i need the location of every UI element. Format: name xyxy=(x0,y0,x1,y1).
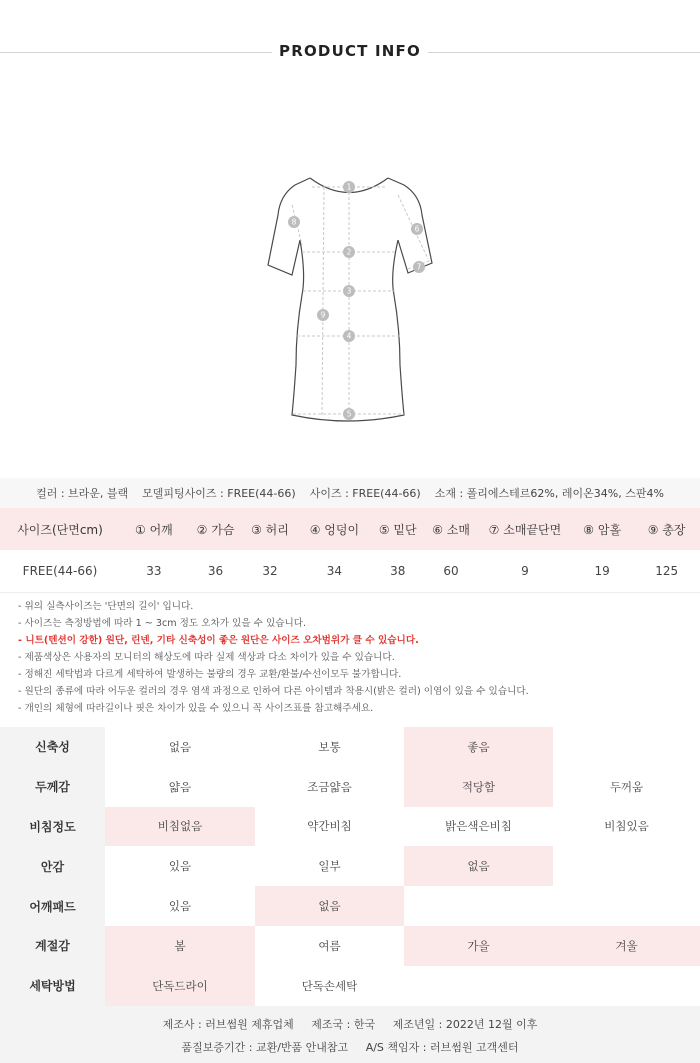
svg-text:7: 7 xyxy=(416,262,422,272)
size-cell: 34 xyxy=(297,550,373,593)
attribute-option: 봄 xyxy=(105,926,255,966)
attribute-label: 세탁방법 xyxy=(0,966,105,1006)
size-cell: 38 xyxy=(372,550,423,593)
fabric-attribute-table xyxy=(0,727,700,1006)
size-header-cell: ⑦ 소매끝단면 xyxy=(479,508,571,550)
note-line-warning: - 니트(텐션이 강한) 원단, 린넨, 기타 신축성이 좋은 원단은 사이즈 오차범위가 클 수 있습니다. xyxy=(18,635,419,646)
attribute-option: 조금얇음 xyxy=(307,779,352,794)
attribute-option xyxy=(404,966,553,1006)
footer-row-manufacturer xyxy=(0,1016,700,1032)
svg-text:1: 1 xyxy=(346,182,352,192)
dress-measurement-diagram xyxy=(0,165,700,435)
svg-text:9: 9 xyxy=(320,310,326,320)
attribute-option: 좋음 xyxy=(404,727,553,767)
footer-country: 제조국 : 한국 xyxy=(311,1018,376,1031)
attribute-option: 두꺼움 xyxy=(609,779,644,794)
attribute-option: 없음 xyxy=(255,886,404,926)
note-line: - 개인의 체형에 따라길이나 핏은 차이가 있을 수 있으니 꼭 사이즈표를 참고해주세요. xyxy=(18,703,374,714)
attribute-label: 어깨패드 xyxy=(0,886,105,926)
attribute-option: 있음 xyxy=(168,859,192,874)
size-header-cell: ① 어깨 xyxy=(120,508,188,550)
attribute-option: 겨울 xyxy=(553,926,700,966)
attribute-label: 신축성 xyxy=(0,727,105,767)
attribute-option: 비침있음 xyxy=(604,819,649,834)
header-divider-right xyxy=(428,52,700,53)
size-header-cell: ② 가슴 xyxy=(188,508,244,550)
note-line: - 위의 실측사이즈는 '단면의 길이' 입니다. xyxy=(18,601,194,612)
marker-9 xyxy=(317,309,329,321)
size-cell: 36 xyxy=(188,550,244,593)
size-cell: 125 xyxy=(633,550,700,593)
attribute-option: 적당함 xyxy=(404,767,553,807)
size-header-cell: ⑥ 소매 xyxy=(423,508,479,550)
note-line: - 제품색상은 사용자의 모니터의 해상도에 따라 실제 색상과 다소 차이가 있을 수 있습니다. xyxy=(18,652,395,663)
product-info-title: PRODUCT INFO xyxy=(279,42,421,60)
attribute-row xyxy=(0,846,700,886)
size-cell: FREE(44-66) xyxy=(0,550,120,593)
size-header-cell: ⑤ 밑단 xyxy=(372,508,423,550)
marker-4 xyxy=(343,330,355,342)
info-color: 컬러 : 브라운, 블랙 xyxy=(36,487,129,500)
marker-8 xyxy=(288,216,300,228)
marker-2 xyxy=(343,246,355,258)
marker-1 xyxy=(343,181,355,193)
attribute-option: 없음 xyxy=(168,739,192,754)
marker-3 xyxy=(343,285,355,297)
table-row xyxy=(0,550,700,593)
attribute-label: 안감 xyxy=(0,846,105,886)
note-line: - 원단의 종류에 따라 어두운 컬러의 경우 염색 과정으로 인하여 다른 아이템과 착용시(밝은 컬러) 이염이 있을 수 있습니다. xyxy=(18,686,529,697)
footer-manufacturer: 제조사 : 러브썸원 제휴업체 xyxy=(162,1018,294,1031)
size-header-cell: ④ 엉덩이 xyxy=(297,508,373,550)
attribute-option: 일부 xyxy=(318,859,341,874)
size-header-cell: ⑧ 암홀 xyxy=(571,508,633,550)
attribute-label: 계절감 xyxy=(0,926,105,966)
size-cell: 32 xyxy=(243,550,296,593)
svg-text:2: 2 xyxy=(346,247,352,257)
size-cell: 19 xyxy=(571,550,633,593)
attribute-option: 보통 xyxy=(318,739,341,754)
attribute-option xyxy=(553,727,700,767)
marker-7 xyxy=(413,261,425,273)
attribute-row xyxy=(0,727,700,767)
attribute-row xyxy=(0,807,700,847)
attribute-option xyxy=(553,886,700,926)
size-cell: 33 xyxy=(120,550,188,593)
attribute-label: 두께감 xyxy=(0,767,105,807)
attribute-option: 약간비침 xyxy=(307,819,352,834)
size-header-cell: ③ 허리 xyxy=(243,508,296,550)
size-header-cell: ⑨ 총장 xyxy=(633,508,700,550)
size-table xyxy=(0,508,700,593)
attribute-option: 있음 xyxy=(168,899,192,914)
attribute-row xyxy=(0,966,700,1006)
footer-warranty: 품질보증기간 : 교환/반품 안내참고 xyxy=(181,1041,349,1054)
attribute-option: 없음 xyxy=(404,846,553,886)
attribute-option: 비침없음 xyxy=(105,807,255,847)
size-cell: 9 xyxy=(479,550,571,593)
product-summary-bar xyxy=(0,478,700,508)
svg-text:6: 6 xyxy=(414,224,420,234)
info-material: 소재 : 폴리에스테르62%, 레이온34%, 스판4% xyxy=(434,487,664,500)
svg-text:5: 5 xyxy=(346,409,352,419)
svg-text:4: 4 xyxy=(346,331,352,341)
size-notes xyxy=(18,598,688,717)
note-line: - 정해진 세탁법과 다르게 세탁하여 발생하는 불량의 경우 교환/환불/수선이모두 불가합니다. xyxy=(18,669,402,680)
footer-manufacture-date: 제조년일 : 2022년 12월 이후 xyxy=(392,1018,538,1031)
attribute-option: 여름 xyxy=(318,938,341,953)
marker-5 xyxy=(343,408,355,420)
size-table-header xyxy=(0,508,700,550)
info-model-size: 모델피팅사이즈 : FREE(44-66) xyxy=(142,487,296,500)
product-notice-footer xyxy=(0,1006,700,1063)
footer-as-manager: A/S 책임자 : 러브썸원 고객센터 xyxy=(365,1041,519,1054)
product-info-header xyxy=(0,0,700,105)
attribute-option: 단독드라이 xyxy=(105,966,255,1006)
attribute-label: 비침정도 xyxy=(0,807,105,847)
note-line: - 사이즈는 측정방법에 따라 1 ~ 3cm 정도 오차가 있을 수 있습니다. xyxy=(18,618,307,629)
attribute-option: 가을 xyxy=(404,926,553,966)
footer-row-warranty xyxy=(0,1039,700,1055)
attribute-option xyxy=(553,846,700,886)
attribute-option: 밝은색은비침 xyxy=(445,819,512,834)
marker-6 xyxy=(411,223,423,235)
attribute-row xyxy=(0,886,700,926)
attribute-option xyxy=(553,966,700,1006)
attribute-row xyxy=(0,926,700,966)
dress-outline-illustration xyxy=(0,165,700,435)
attribute-option: 얇음 xyxy=(168,779,192,794)
info-size: 사이즈 : FREE(44-66) xyxy=(309,487,421,500)
attribute-row xyxy=(0,767,700,807)
attribute-option: 단독손세탁 xyxy=(301,978,358,993)
attribute-option xyxy=(404,886,553,926)
size-cell: 60 xyxy=(423,550,479,593)
size-header-cell: 사이즈(단면cm) xyxy=(0,508,120,550)
svg-text:8: 8 xyxy=(291,217,297,227)
svg-text:3: 3 xyxy=(346,286,352,296)
